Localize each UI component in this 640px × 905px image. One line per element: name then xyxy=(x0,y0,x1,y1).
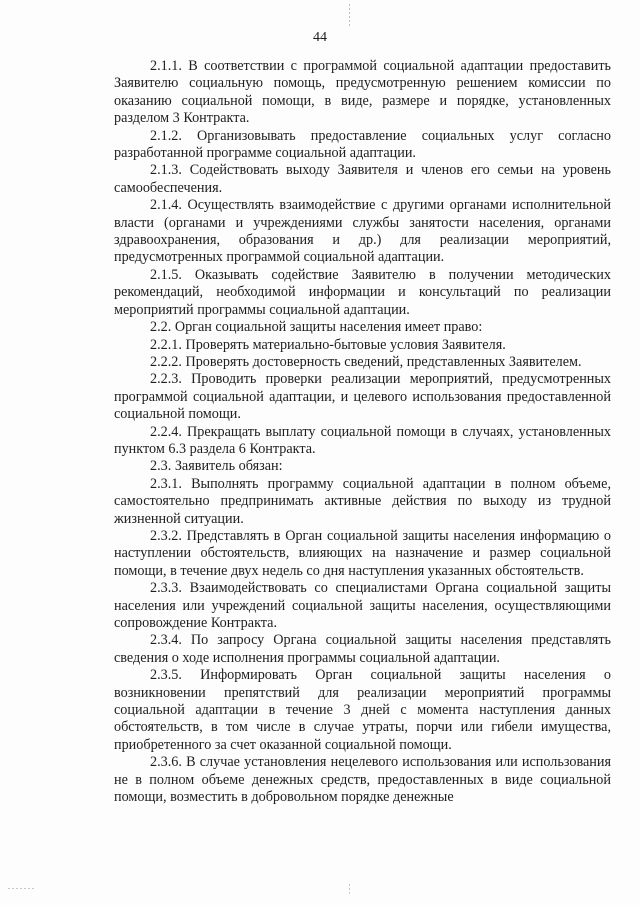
paragraph-2-1-3: 2.1.3. Содействовать выходу Заявителя и членов его семьи на уровень самообеспечения. xyxy=(114,162,611,196)
paragraph-2-2-4: 2.2.4. Прекращать выплату социальной помощи в случаях, установленных пунктом 6.3 раздела 6 Контракта. xyxy=(114,423,611,457)
paragraph-2-1-5: 2.1.5. Оказывать содействие Заявителю в получении методических рекомендаций, необходимой информации и консультаций по реализации мероприятий программы социальной адаптации. xyxy=(114,266,611,318)
paragraph-2-1-2: 2.1.2. Организовывать предоставление социальных услуг согласно разработанной программе социальной адаптации. xyxy=(114,127,611,162)
paragraph-2-3-4: 2.3.4. По запросу Органа социальной защиты населения представлять сведения о ходе исполнения программы социальной адаптации. xyxy=(114,632,611,666)
page-number: 44 xyxy=(313,30,327,45)
paragraph-2-3-5: 2.3.5. Информировать Орган социальной защиты населения о возникновении препятствий для реализации мероприятий программы социальной адаптации в течение 3 дней с момента наступления данных обстоятельств, в том числе в случае утраты, порчи или гибели имущества, приобретенного за счет оказанной социальной помощи. xyxy=(114,667,611,753)
scan-corner-mark xyxy=(8,888,34,889)
paragraph-2-2: 2.2. Орган социальной защиты населения имеет право: xyxy=(150,319,483,336)
paragraph-2-3-3: 2.3.3. Взаимодействовать со специалистами Органа социальной защиты населения или учреждений социальной защиты населения, осуществляющими сопровождение Контракта. xyxy=(114,580,611,631)
paragraph-2-1-1: 2.1.1. В соответствии с программой социальной адаптации предоставить Заявителю социальную помощь, предусмотренную решением комиссии по оказанию социальной помощи, в виде, размере и порядке, установленных разделом 3 Контракта. xyxy=(114,58,611,127)
paragraph-2-2-2: 2.2.2. Проверять достоверность сведений, представленных Заявителем. xyxy=(150,353,582,370)
paragraph-2-1-4: 2.1.4. Осуществлять взаимодействие с другими органами исполнительной власти (органами и учреждениями службы занятости населения, органами здравоохранения, образования и др.) для реализации мероприятий, предусмотренных программой социальной адаптации. xyxy=(114,197,611,266)
paragraph-2-2-3: 2.2.3. Проводить проверки реализации мероприятий, предусмотренных программой социальной адаптации, и целевого использования предоставленной социальной помощи. xyxy=(114,371,611,423)
scan-fold-mark-bottom xyxy=(349,884,350,894)
paragraph-2-3-2: 2.3.2. Представлять в Орган социальной защиты населения информацию о наступлении обстоятельств, влияющих на назначение и размер социальной помощи, в течение двух недель со дня наступления указанных обстоятельств. xyxy=(114,527,611,579)
scan-fold-mark xyxy=(349,4,350,26)
paragraph-2-2-1: 2.2.1. Проверять материально-бытовые условия Заявителя. xyxy=(150,336,506,353)
document-body xyxy=(114,58,611,806)
paragraph-2-3-1: 2.3.1. Выполнять программу социальной адаптации в полном объеме, самостоятельно предпринимать активные действия по выходу из трудной жизненной ситуации. xyxy=(114,475,611,527)
paragraph-2-3: 2.3. Заявитель обязан: xyxy=(150,458,283,475)
paragraph-2-3-6: 2.3.6. В случае установления нецелевого использования или использования не в полном объеме денежных средств, предоставленных в виде социальной помощи, возместить в добровольном порядке денежные xyxy=(114,754,611,806)
